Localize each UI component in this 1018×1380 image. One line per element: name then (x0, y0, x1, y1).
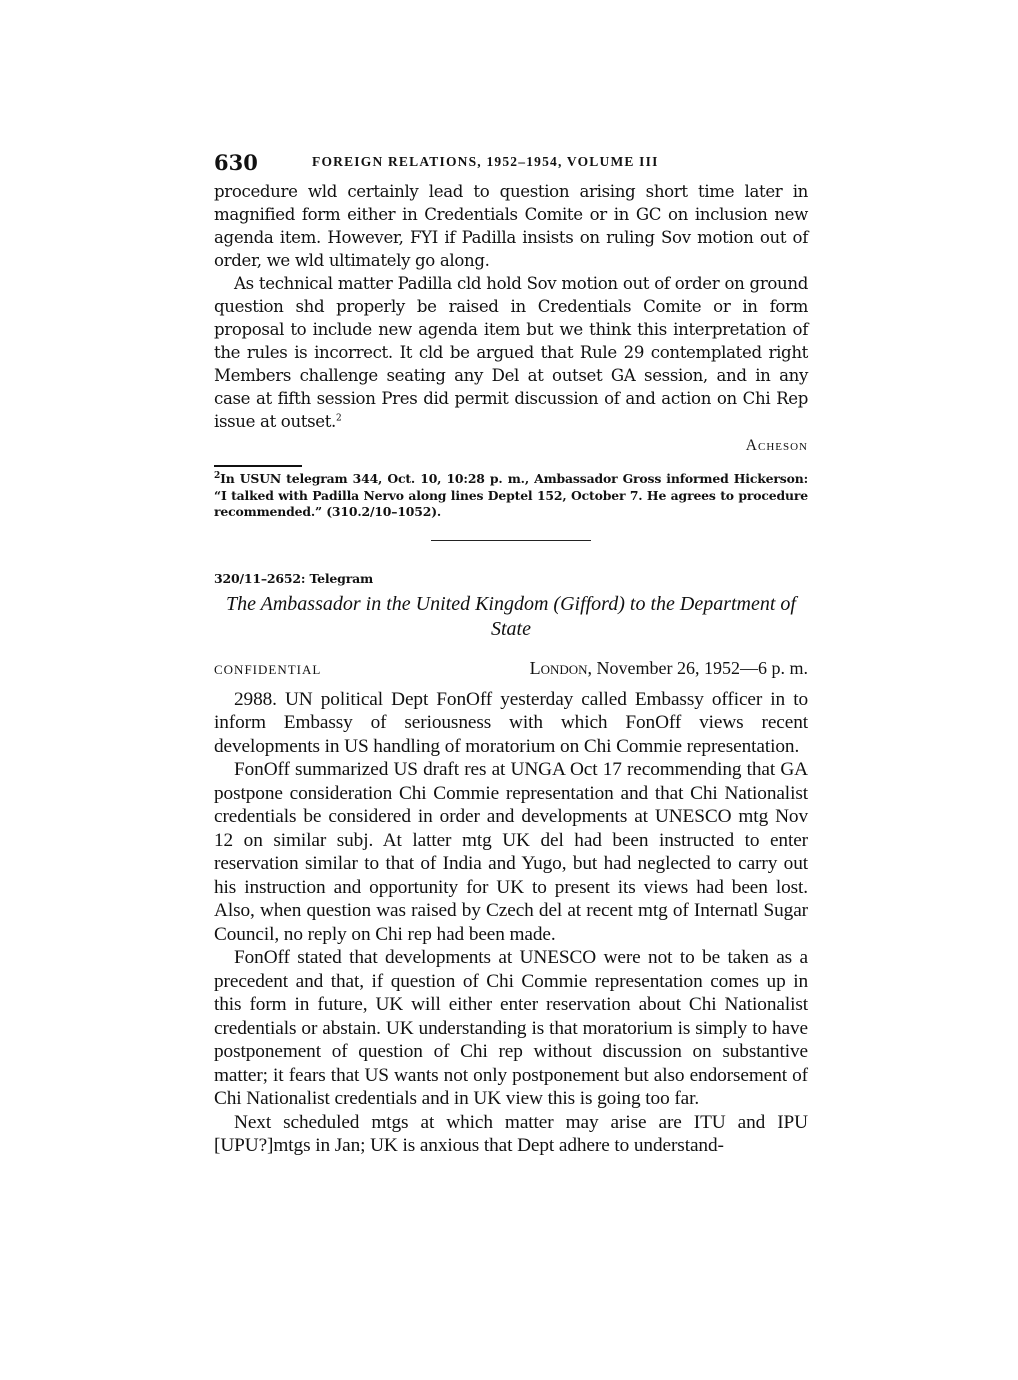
signature: Acheson (745, 437, 808, 454)
footnote-marker: 2 (214, 470, 221, 481)
continuation-paragraph-1: procedure wld certainly lead to question arising short time later in magnified form either in Credentials Comite or in GC on inclusion new agenda item. However, FYI if Padilla insists on ruling Sov motion out of order, we wld ultimately go along. (214, 182, 808, 270)
document-file-number: 320/11–2652: Telegram (214, 570, 374, 586)
place: London, (529, 657, 593, 678)
telegram-paragraph-3: FonOff stated that developments at UNESCO were not to be taken as a precedent and that, if question of Chi Commie representation comes up in this form in future, UK will either enter reservation about Chi Nationalist credentials or abstain. UK understanding is that moratorium is simply to have postponement of question of Chi rep without discussion on substantive matter; it fears that US wants not only postponement but also endorsement of Chi Nationalist credentials and in UK view this is going too far. (214, 947, 808, 1109)
continuation-paragraph-2-text: As technical matter Padilla cld hold Sov motion out of order on ground question shd properly be raised in Credentials Comite or in form proposal to include new agenda item but we think this interpretation of the rules is incorrect. It cld be argued that Rule 29 contemplated right Members challenge seating any Del at outset GA session, and in any case at fifth session Pres did permit discussion of and action on Chi Rep issue at outset. (214, 274, 808, 431)
document-title: The Ambassador in the United Kingdom (Gifford) to the Department of State (226, 592, 796, 640)
running-head: FOREIGN RELATIONS, 1952–1954, VOLUME III (312, 154, 659, 169)
telegram-paragraph-4: Next scheduled mtgs at which matter may arise are ITU and IPU [UPU?]mtgs in Jan; UK is anxious that Dept adhere to understand- (214, 1111, 808, 1156)
footnote-text: In USUN telegram 344, Oct. 10, 10:28 p. m., Ambassador Gross informed Hickerson: “I talked with Padilla Nervo along lines Deptel 152, October 7. He agrees to procedure recommended.” (310.2/10–1052). (214, 471, 808, 519)
document-page (214, 150, 808, 1158)
continuation-paragraph-2 (214, 272, 808, 433)
place-and-date (530, 658, 808, 679)
telegram-paragraph-1: 2988. UN political Dept FonOff yesterday called Embassy officer in to inform Embassy of seriousness with which FonOff views recent developments in US handling of moratorium on Chi Commie representation. (214, 688, 808, 757)
footnote-rule (214, 465, 302, 467)
date: November 26, 1952—6 p. m. (596, 657, 808, 678)
section-separator (431, 540, 591, 541)
dateline (214, 658, 808, 688)
telegram-paragraph-2: FonOff summarized US draft res at UNGA Oct 17 recommending that GA postpone consideration Chi Commie representation and that Chi Nationalist credentials be considered in order and developments at UNESCO mtg Nov 12 on similar subj. At latter mtg UK del had been instructed to enter reservation similar to that of India and Yugo, but had neglected to carry out his instruction and opportunity for UK to present its views had been lost. Also, when question was raised by Czech del at recent mtg of Internatl Sugar Council, no reply on Chi rep had been made. (214, 759, 808, 945)
footnote-reference: 2 (335, 413, 342, 424)
page-number: 630 (214, 150, 258, 175)
classification: CONFIDENTIAL (214, 661, 322, 677)
page-header (214, 150, 808, 180)
footnote (214, 471, 808, 521)
